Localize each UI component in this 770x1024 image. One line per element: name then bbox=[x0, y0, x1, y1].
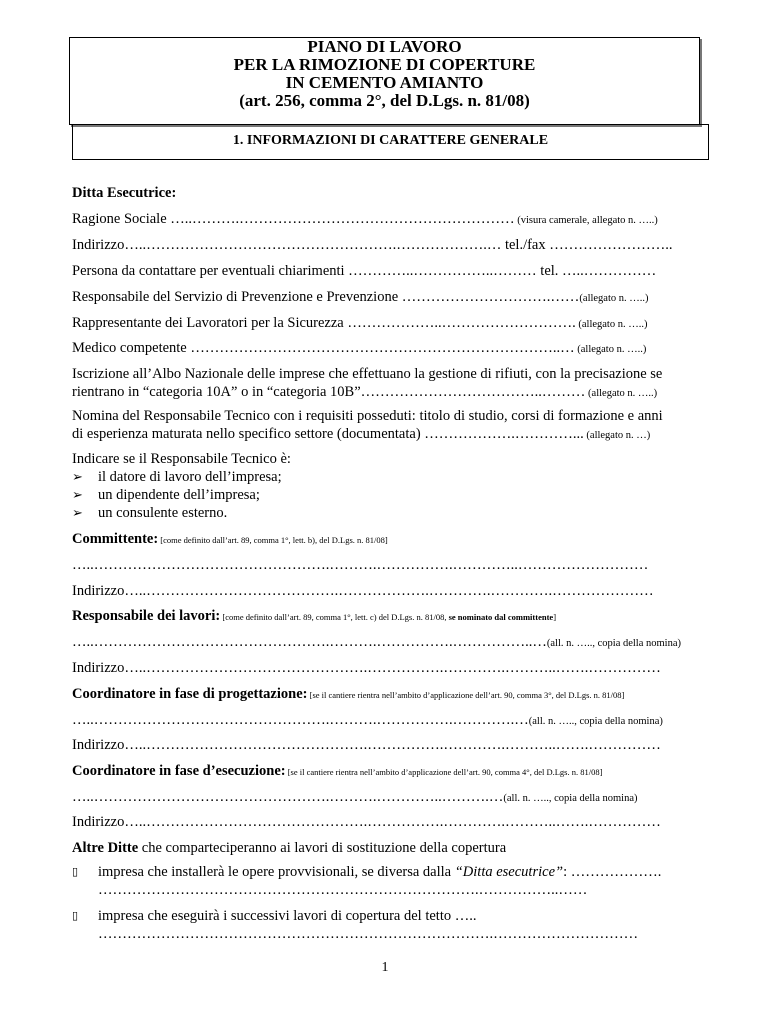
responsabile-line-note: (all. n. ….., copia della nomina) bbox=[546, 638, 682, 649]
option-dipendente: un dipendente dell’impresa; bbox=[98, 487, 260, 503]
indirizzo-field: Indirizzo…..…………………………………………….……………….… tel./fax …………………….. bbox=[72, 237, 673, 253]
rls-note: (allegato n. …..) bbox=[575, 319, 648, 330]
rspp-note: (allegato n. …..) bbox=[579, 293, 649, 304]
responsabile-note-end: ] bbox=[553, 612, 557, 622]
coord-prog-note: [se il cantiere rientra nell’ambito d’applicazione dell’art. 90, comma 3°, del D.Lgs. n. 81/08] bbox=[307, 690, 625, 700]
iscrizione-note: (allegato n. …..) bbox=[585, 388, 658, 399]
coord-prog-heading-line bbox=[72, 685, 698, 704]
nomina-label: di esperienza maturata nello specifico settore (documentata) ……………….…………... bbox=[72, 426, 584, 442]
ragione-sociale-label: Ragione Sociale …..……….………………………………………………… bbox=[72, 211, 515, 227]
coord-prog-indirizzo: Indirizzo…..……………………………………….…………….………….………..…….…………… bbox=[72, 737, 661, 753]
persona-contatto-field: Persona da contattare per eventuali chiarimenti …………..……………..……… tel. …..…………… bbox=[72, 263, 657, 279]
responsabile-note: [come definito dall’art. 89, comma 1°, lett. c) del D.Lgs. n. 81/08, bbox=[220, 612, 449, 622]
medico-label: Medico competente …………………………………………………………………..… bbox=[72, 340, 575, 356]
coord-prog-line bbox=[72, 711, 698, 731]
committente-line: …..………………………………………….……….…………….…………..……………………… bbox=[72, 557, 649, 573]
coord-prog-heading: Coordinatore in fase di progettazione: bbox=[72, 686, 308, 702]
altre-ditte-heading: Altre Ditte bbox=[72, 840, 139, 856]
page-number: 1 bbox=[381, 960, 389, 975]
responsabile-note-bold: se nominato dal committente bbox=[448, 612, 554, 622]
indicare-text: Indicare se il Responsabile Tecnico è: bbox=[72, 451, 291, 467]
responsabile-heading: Responsabile dei lavori: bbox=[72, 608, 221, 624]
document-title-box bbox=[69, 37, 700, 125]
committente-heading: Committente: bbox=[72, 531, 159, 547]
iscrizione-label: rientrano in “categoria 10A” o in “categoria 10B”………………………………..……… bbox=[72, 384, 586, 400]
coord-prog-dots: …..………………………………………….……….…………….………….… bbox=[72, 712, 529, 728]
rspp-field bbox=[72, 288, 698, 308]
coord-esec-heading-line bbox=[72, 762, 698, 781]
title-line-3: IN CEMENTO AMIANTO bbox=[285, 73, 484, 92]
arrow-bullet-icon: ➢ bbox=[72, 487, 83, 502]
item1-dots: : ………………. bbox=[563, 864, 662, 880]
responsabile-dots: …..………………………………………….……….…………….……………..… bbox=[72, 634, 547, 650]
coord-esec-line-note: (all. n. ….., copia della nomina) bbox=[503, 793, 638, 804]
arrow-bullet-icon: ➢ bbox=[72, 505, 83, 520]
coord-esec-note: [se il cantiere rientra nell’ambito d’applicazione dell’art. 90, comma 4°, del D.Lgs. n. 81/08] bbox=[285, 767, 603, 777]
committente-indirizzo: Indirizzo…..………………………………….……………….………….………….………………… bbox=[72, 583, 654, 599]
rspp-label: Responsabile del Servizio di Prevenzione e Prevenzione ………………………….…… bbox=[72, 289, 580, 305]
coord-prog-line-note: (all. n. ….., copia della nomina) bbox=[528, 716, 663, 727]
altre-ditte-text: che comparteciperanno ai lavori di sostituzione della copertura bbox=[138, 840, 507, 856]
nomina-note: (allegato n. …) bbox=[583, 430, 651, 441]
altre-ditte-line bbox=[72, 839, 698, 857]
coord-esec-indirizzo: Indirizzo…..……………………………………….…………….………….………..…….…………… bbox=[72, 814, 661, 830]
coord-esec-line bbox=[72, 788, 698, 808]
square-bullet-icon: ▯ bbox=[72, 866, 79, 878]
medico-field bbox=[72, 339, 698, 359]
responsabile-line bbox=[72, 633, 698, 653]
committente-heading-line bbox=[72, 530, 698, 549]
nomina-line-2 bbox=[72, 425, 698, 445]
responsabile-heading-line bbox=[72, 607, 698, 626]
committente-note: [come definito dall’art. 89, comma 1°, lett. b), del D.Lgs. n. 81/08] bbox=[158, 535, 388, 545]
square-bullet-icon: ▯ bbox=[72, 910, 79, 922]
iscrizione-line-2 bbox=[72, 383, 698, 403]
altre-ditte-item-2: impresa che eseguirà i successivi lavori di copertura del tetto ….. bbox=[98, 908, 477, 924]
nomina-line-1: Nomina del Responsabile Tecnico con i requisiti posseduti: titolo di studio, corsi di formazione e anni bbox=[72, 408, 663, 424]
coord-esec-dots: …..………………………………………….……….…………..……….… bbox=[72, 789, 504, 805]
medico-note: (allegato n. …..) bbox=[574, 344, 647, 355]
title-line-1: PIANO DI LAVORO bbox=[307, 37, 462, 56]
ditta-heading: Ditta Esecutrice: bbox=[72, 185, 177, 201]
ragione-sociale-note: (visura camerale, allegato n. …..) bbox=[514, 215, 658, 226]
option-datore: il datore di lavoro dell’impresa; bbox=[98, 469, 282, 485]
altre-ditte-item-2-line2: ……………………………………………………………………….………………………… bbox=[98, 926, 639, 942]
title-line-4: (art. 256, comma 2°, del D.Lgs. n. 81/08) bbox=[239, 91, 530, 110]
option-consulente: un consulente esterno. bbox=[98, 505, 228, 521]
coord-esec-heading: Coordinatore in fase d’esecuzione: bbox=[72, 763, 286, 779]
altre-ditte-item-1-line2: …………………………………………………………………….……………..…… bbox=[98, 882, 588, 898]
responsabile-indirizzo: Indirizzo…..……………………………………….…………….………….………..…….…………… bbox=[72, 660, 661, 676]
iscrizione-line-1: Iscrizione all’Albo Nazionale delle imprese che effettuano la gestione di rifiuti, con la precisazione se bbox=[72, 366, 663, 382]
rls-field bbox=[72, 314, 698, 334]
ragione-sociale-field bbox=[72, 210, 698, 230]
rls-label: Rappresentante dei Lavoratori per la Sicurezza ………………..………………………. bbox=[72, 315, 576, 331]
altre-ditte-item-1 bbox=[98, 863, 661, 881]
item1-text: impresa che installerà le opere provvisionali, se diversa dalla bbox=[98, 864, 455, 880]
arrow-bullet-icon: ➢ bbox=[72, 469, 83, 484]
section-heading: 1. INFORMAZIONI DI CARATTERE GENERALE bbox=[72, 124, 709, 160]
title-line-2: PER LA RIMOZIONE DI COPERTURE bbox=[233, 55, 536, 74]
item1-emphasis: “Ditta esecutrice” bbox=[454, 864, 564, 880]
